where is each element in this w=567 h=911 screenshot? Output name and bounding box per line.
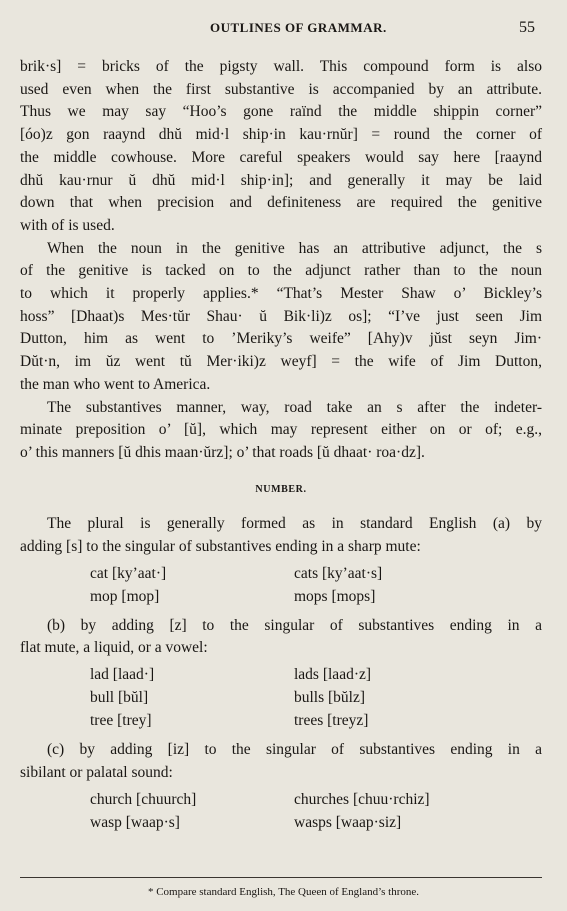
page-header [0, 20, 567, 40]
section-heading-number: NUMBER. [255, 483, 307, 495]
plural-form: bulls [bŭlz] [294, 689, 366, 707]
text-line: Dŭt·n, im ŭz went tŭ Mer·iki)z weyf] = the wife of Jim Dutton, [20, 353, 542, 371]
text-line: dhŭ kau·rnur ŭ dhŭ mid·l ship·in]; and generally it may be laid [20, 171, 542, 189]
rule-b [20, 615, 542, 660]
text-line: hoss” [Dhaat)s Mes·tŭr Shau· ŭ Bik·li)z os]; “I’ve just seen Jim [20, 307, 542, 325]
text-line: to which it properly applies.* “That’s Mester Shaw o’ Bickley’s [20, 285, 542, 303]
text-line: Thus we may say “Hoo’s gone raïnd the middle shippin corner” [20, 103, 542, 121]
singular-form: bull [bŭl] [90, 689, 149, 707]
text-line: o’ this manners [ŭ dhis maan·ŭrz]; o’ that roads [ŭ dhaat· roa·dz]. [20, 443, 425, 461]
text-line: used even when the first substantive is accompanied by an attribute. [20, 80, 542, 98]
example-table-a [20, 563, 542, 609]
example-row [20, 664, 542, 687]
text-line: sibilant or palatal sound: [20, 763, 173, 781]
rule-c [20, 739, 542, 784]
text-line: [óo)z gon raaynd dhŭ mid·l ship·in kau·rnŭr] = round the corner of [20, 126, 542, 144]
body-text [20, 56, 542, 841]
example-row [20, 710, 542, 733]
singular-form: cat [ky’aat·] [90, 564, 167, 582]
text-line: (c) by adding [iz] to the singular of substantives ending in a [47, 741, 542, 759]
text-line: the middle cowhouse. More careful speakers would say here [raaynd [20, 148, 542, 166]
paragraph-attributive-adjunct [20, 238, 542, 397]
plural-form: churches [chuu·rchiz] [294, 790, 430, 808]
example-table-b [20, 664, 542, 733]
text-line: adding [s] to the singular of substantives ending in a sharp mute: [20, 538, 421, 556]
text-line: The substantives manner, way, road take an s after the indeter- [47, 398, 542, 416]
example-row [20, 687, 542, 710]
singular-form: wasp [waap·s] [90, 813, 180, 831]
text-line: with of is used. [20, 216, 115, 234]
text-line: The plural is generally formed as in standard English (a) by [47, 515, 542, 533]
running-head: OUTLINES OF GRAMMAR. [210, 20, 387, 35]
example-row [20, 812, 542, 835]
example-row [20, 586, 542, 609]
rule-a [20, 513, 542, 558]
text-line: of the genitive is tacked on to the adjunct rather than to the noun [20, 262, 542, 280]
plural-form: wasps [waap·siz] [294, 813, 402, 831]
example-row [20, 563, 542, 586]
page-number: 55 [519, 19, 535, 36]
plural-form: lads [laad·z] [294, 666, 372, 684]
footnote-divider [20, 877, 542, 878]
text-line: (b) by adding [z] to the singular of substantives ending in a [47, 616, 542, 634]
text-line: down that when precision and definiteness are required the genitive [20, 194, 542, 212]
example-row [20, 789, 542, 812]
singular-form: tree [trey] [90, 712, 152, 730]
singular-form: mop [mop] [90, 587, 160, 605]
footnote: * Compare standard English, The Queen of England’s throne. [147, 886, 420, 898]
plural-form: trees [treyz] [294, 712, 369, 730]
text-line: brik·s] = bricks of the pigsty wall. This compound form is also [20, 58, 542, 75]
text-line: minate preposition o’ [ŭ], which may represent either on or of; e.g., [20, 421, 542, 439]
paragraph-compound-genitive [20, 56, 542, 238]
text-line: the man who went to America. [20, 375, 211, 393]
text-line: When the noun in the genitive has an attributive adjunct, the s [47, 239, 542, 257]
text-line: Dutton, him as went to ’Meriky’s weife” [Ahy)v jŭst seyn Jim· [20, 330, 542, 348]
plural-form: mops [mops] [294, 587, 376, 605]
plural-form: cats [ky’aat·s] [294, 564, 383, 582]
singular-form: church [chuurch] [90, 790, 197, 808]
example-table-c [20, 789, 542, 835]
singular-form: lad [laad·] [90, 666, 155, 684]
paragraph-manner-way-road [20, 397, 542, 465]
text-line: flat mute, a liquid, or a vowel: [20, 639, 208, 657]
